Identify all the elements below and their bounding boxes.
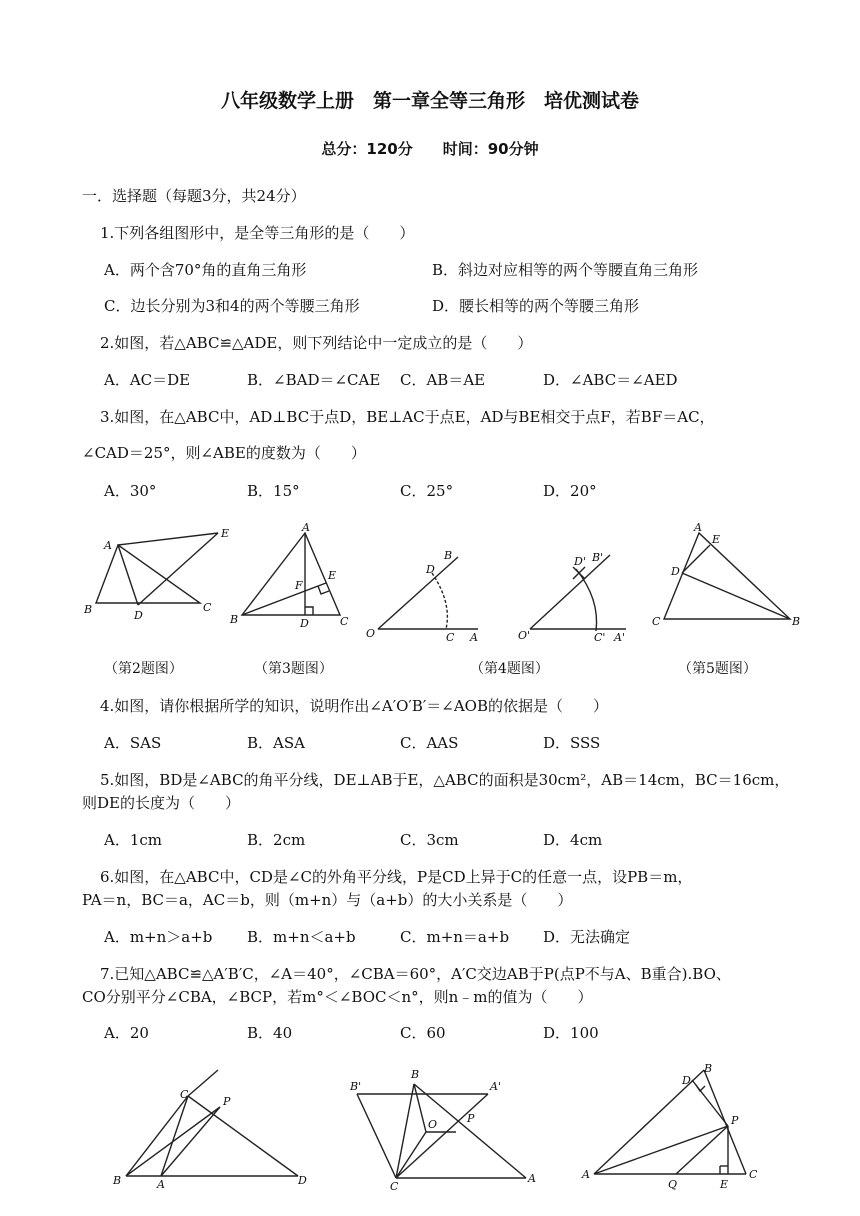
q1-option-d: D．腰长相等的两个等腰三角形 [432, 297, 640, 315]
caption-fig3: （第3题图） [254, 661, 333, 677]
q1-option-b: B．斜边对应相等的两个等腰直角三角形 [432, 261, 699, 279]
fig6-label-c: C [180, 1088, 189, 1101]
fig5-label-a: A [694, 521, 702, 534]
fig7-label-c: C [390, 1180, 399, 1193]
fig2-label-a: A [104, 539, 112, 552]
fig4b-label-a: A' [614, 631, 625, 644]
fig8-label-q: Q [668, 1178, 678, 1191]
fig3-label-f: F [295, 579, 303, 592]
q6-stem-line2: PA＝n，BC＝a，AC＝b，则（m+n）与（a+b）的大小关系是（ ） [82, 891, 573, 909]
fig4a-label-c: C [446, 631, 455, 644]
q5-option-c: C．3cm [400, 831, 459, 849]
fig5-label-e: E [712, 533, 721, 546]
q3-option-a: A．30° [104, 482, 157, 500]
q3-stem-line2: ∠CAD＝25°，则∠ABE的度数为（ ） [82, 444, 366, 462]
figure-row-1 [0, 515, 860, 645]
q7-stem-line2: CO分别平分∠CBA，∠BCP，若m°＜∠BOC＜n°，则n﹣m的值为（ ） [82, 988, 593, 1006]
page-title: 八年级数学上册 第一章全等三角形 培优测试卷 [220, 90, 639, 112]
fig4a-label-b: B [444, 549, 453, 562]
q6-option-b: B．m+n＜a+b [247, 928, 356, 946]
fig7-label-a: A [528, 1172, 536, 1185]
q5-stem-line2: 则DE的长度为（ ） [82, 794, 240, 812]
figure-q4-copy [518, 551, 626, 644]
q7-option-c: C．60 [400, 1024, 446, 1042]
q6-stem-line1: 6.如图，在△ABC中，CD是∠C的外角平分线，P是CD上异于C的任意一点，设PB＝m， [100, 868, 693, 886]
q2-stem: 2.如图，若△ABC≌△ADE，则下列结论中一定成立的是（ ） [100, 334, 533, 352]
fig8-label-b: B [704, 1062, 713, 1075]
fig3-label-b: B [230, 613, 239, 626]
fig2-label-b: B [84, 603, 93, 616]
fig8-label-c: C [749, 1168, 758, 1181]
figure-row-2 [0, 1060, 860, 1210]
figure-q5 [652, 521, 800, 628]
fig8-label-a: A [582, 1168, 590, 1181]
q5-option-a: A．1cm [104, 831, 163, 849]
q2-option-c: C．AB＝AE [400, 371, 486, 389]
fig3-label-a: A [302, 521, 310, 534]
fig8-label-p: P [731, 1114, 739, 1127]
fig7-label-a-prime: A' [490, 1080, 501, 1093]
fig3-label-d: D [300, 617, 309, 630]
q2-option-d: D．∠ABC＝∠AED [543, 371, 678, 389]
q7-option-a: A．20 [104, 1024, 149, 1042]
q3-stem-line1: 3.如图，在△ABC中，AD⊥BC于点D，BE⊥AC于点E，AD与BE相交于点F，若BF＝AC， [100, 408, 715, 426]
fig7-label-p: P [467, 1112, 475, 1125]
fig8-label-e: E [720, 1178, 729, 1191]
fig4a-label-d: D [426, 563, 435, 576]
fig4b-label-b: B' [592, 551, 604, 564]
q4-option-b: B．ASA [247, 734, 305, 752]
fig6-label-b: B [113, 1174, 122, 1187]
fig2-label-c: C [203, 601, 212, 614]
fig3-label-c: C [340, 615, 349, 628]
page-subtitle: 总分：120分 时间：90分钟 [321, 140, 539, 158]
q4-stem: 4.如图，请你根据所学的知识，说明作出∠A′O′B′＝∠AOB的依据是（ ） [100, 697, 608, 715]
fig7-label-b-prime: B' [350, 1080, 362, 1093]
figure-q8 [581, 1062, 758, 1191]
fig3-label-e: E [328, 569, 337, 582]
caption-fig2: （第2题图） [104, 661, 183, 677]
q2-option-a: A．AC＝DE [104, 371, 191, 389]
fig6-label-p: P [223, 1095, 231, 1108]
fig4b-label-o: O' [518, 629, 531, 642]
caption-fig4: （第4题图） [470, 661, 549, 677]
figure-q2 [83, 527, 229, 622]
q7-option-b: B．40 [247, 1024, 293, 1042]
q1-stem: 1.下列各组图形中，是全等三角形的是（ ） [100, 224, 415, 242]
fig6-label-d: D [298, 1174, 307, 1187]
figure-q6 [112, 1070, 307, 1191]
q5-option-b: B．2cm [247, 831, 306, 849]
fig2-label-e: E [221, 527, 230, 540]
q7-option-d: D．100 [543, 1024, 599, 1042]
q3-option-d: D．20° [543, 482, 597, 500]
fig5-label-b: B [792, 615, 801, 628]
figure-q4-original [366, 549, 478, 644]
fig4b-label-d: D' [574, 555, 586, 568]
fig7-label-b: B [411, 1068, 420, 1081]
q5-option-d: D．4cm [543, 831, 603, 849]
q6-option-c: C．m+n＝a+b [400, 928, 510, 946]
q7-stem-line1: 7.已知△ABC≌△A′B′C，∠A＝40°，∠CBA＝60°，A′C交边AB于P(点P不与A、B重合).BO、 [100, 965, 731, 983]
fig8-label-d: D [682, 1074, 691, 1087]
fig2-label-d: D [134, 609, 143, 622]
q5-stem-line1: 5.如图，BD是∠ABC的角平分线，DE⊥AB于E，△ABC的面积是30cm²，AB＝14cm，BC＝16cm， [100, 771, 790, 789]
q3-option-c: C．25° [400, 482, 454, 500]
fig6-label-a: A [157, 1178, 165, 1191]
q4-option-c: C．AAS [400, 734, 459, 752]
fig5-label-c: C [652, 615, 661, 628]
caption-fig5: （第5题图） [678, 661, 757, 677]
q1-option-a: A．两个含70°角的直角三角形 [104, 261, 307, 279]
q6-option-a: A．m+n＞a+b [104, 928, 213, 946]
figure-q7 [349, 1068, 536, 1193]
fig4b-label-c: C' [594, 631, 606, 644]
q6-option-d: D．无法确定 [543, 928, 631, 946]
q4-option-a: A．SAS [104, 734, 162, 752]
q3-option-b: B．15° [247, 482, 300, 500]
figure-q3 [229, 521, 349, 630]
fig4a-label-a: A [470, 631, 478, 644]
section-heading: 一．选择题（每题3分，共24分） [82, 187, 306, 205]
fig7-label-o: O [428, 1118, 438, 1131]
fig4a-label-o: O [366, 627, 376, 640]
fig5-label-d: D [671, 565, 680, 578]
q2-option-b: B．∠BAD＝∠CAE [247, 371, 381, 389]
q4-option-d: D．SSS [543, 734, 601, 752]
q1-option-c: C．边长分别为3和4的两个等腰三角形 [104, 297, 360, 315]
